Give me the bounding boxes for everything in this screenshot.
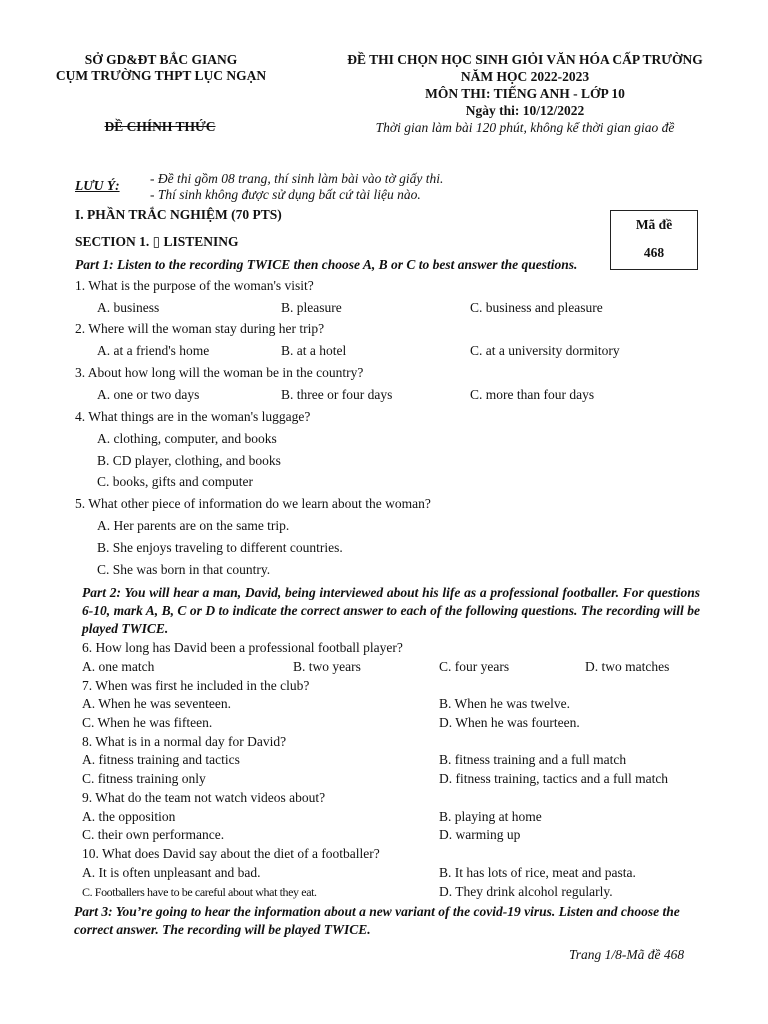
page-footer: Trang 1/8-Mã đề 468	[569, 947, 685, 962]
q5-option-b: B. She enjoys traveling to different countries.	[97, 540, 343, 555]
question-9: 9. What do the team not watch videos about?	[82, 790, 326, 805]
q1-option-c: C. business and pleasure	[470, 300, 603, 315]
q1-option-a: A. business	[97, 300, 160, 315]
q5-option-c: C. She was born in that country.	[97, 562, 271, 577]
q9-option-a: A. the opposition	[82, 809, 176, 824]
official-exam-label: ĐỀ CHÍNH THỨC	[104, 119, 216, 134]
exam-code-label: Mã đề	[635, 217, 673, 232]
part-title: I. PHẦN TRẮC NGHIỆM (70 PTS)	[75, 207, 282, 222]
question-7: 7. When was first he included in the club?	[82, 678, 310, 693]
q7-option-d: D. When he was fourteen.	[439, 715, 580, 730]
exam-title: ĐỀ THI CHỌN HỌC SINH GIỎI VĂN HÓA CẤP TRƯỜNG	[347, 52, 703, 67]
question-3: 3. About how long will the woman be in the country?	[75, 365, 364, 380]
question-8: 8. What is in a normal day for David?	[82, 734, 287, 749]
q9-option-d: D. warming up	[439, 827, 521, 842]
q2-option-a: A. at a friend's home	[97, 343, 210, 358]
exam-code-box	[610, 210, 698, 270]
q10-option-b: B. It has lots of rice, meat and pasta.	[439, 865, 636, 880]
exam-code-value: 468	[643, 245, 665, 260]
question-4: 4. What things are in the woman's luggage?	[75, 409, 311, 424]
note-line-1: - Đề thi gồm 08 trang, thí sinh làm bài vào tờ giấy thi.	[150, 171, 444, 186]
q10-option-d: D. They drink alcohol regularly.	[439, 884, 613, 899]
header-department: SỞ GD&ĐT BẮC GIANG	[84, 52, 238, 67]
q10-option-c: C. Footballers have to be careful about what they eat.	[82, 885, 317, 899]
q7-option-c: C. When he was fifteen.	[82, 715, 213, 730]
q3-option-c: C. more than four days	[470, 387, 595, 402]
part2-instruction: Part 2: You will hear a man, David, being interviewed about his life as a professional footballer. For questions 6-10, mark A, B, C or D to indicate the correct answer to each of the following questions. The recording will be played TWICE.	[82, 585, 700, 636]
q8-option-d: D. fitness training, tactics and a full match	[439, 771, 669, 786]
q8-option-c: C. fitness training only	[82, 771, 206, 786]
question-2: 2. Where will the woman stay during her trip?	[75, 321, 325, 336]
question-1: 1. What is the purpose of the woman's visit?	[75, 278, 314, 293]
q2-option-b: B. at a hotel	[281, 343, 347, 358]
question-5: 5. What other piece of information do we learn about the woman?	[75, 496, 431, 511]
header-school-cluster: CỤM TRƯỜNG THPT LỤC NGẠN	[55, 68, 267, 83]
q9-option-b: B. playing at home	[439, 809, 542, 824]
q1-option-b: B. pleasure	[281, 300, 342, 315]
q8-option-a: A. fitness training and tactics	[82, 752, 240, 767]
q6-option-d: D. two matches	[585, 659, 670, 674]
q7-option-b: B. When he was twelve.	[439, 696, 570, 711]
q6-option-c: C. four years	[439, 659, 510, 674]
note-line-2: - Thí sinh không được sử dụng bất cứ tài liệu nào.	[150, 187, 421, 202]
part3-instruction: Part 3: You’re going to hear the information about a new variant of the covid-19 virus. Listen and choose the correct answer. The recording will be played TWICE.	[74, 904, 680, 937]
question-10: 10. What does David say about the diet of a footballer?	[82, 846, 380, 861]
q2-option-c: C. at a university dormitory	[470, 343, 620, 358]
q4-option-c: C. books, gifts and computer	[97, 474, 253, 489]
school-year: NĂM HỌC 2022-2023	[460, 69, 590, 84]
q8-option-b: B. fitness training and a full match	[439, 752, 627, 767]
exam-date: Ngày thi: 10/12/2022	[465, 103, 585, 118]
subject: MÔN THI: TIẾNG ANH - LỚP 10	[425, 86, 625, 101]
q4-option-a: A. clothing, computer, and books	[97, 431, 277, 446]
q4-option-b: B. CD player, clothing, and books	[97, 453, 281, 468]
q9-option-c: C. their own performance.	[82, 827, 225, 842]
q10-option-a: A. It is often unpleasant and bad.	[82, 865, 261, 880]
q5-option-a: A. Her parents are on the same trip.	[97, 518, 290, 533]
section-title: SECTION 1. ▯ LISTENING	[75, 234, 239, 249]
q3-option-a: A. one or two days	[97, 387, 200, 402]
part1-instruction: Part 1: Listen to the recording TWICE then choose A, B or C to best answer the questions.	[75, 257, 578, 272]
q6-option-a: A. one match	[82, 659, 155, 674]
exam-duration: Thời gian làm bài 120 phút, không kể thời gian giao đề	[375, 120, 675, 135]
q6-option-b: B. two years	[293, 659, 361, 674]
q3-option-b: B. three or four days	[281, 387, 393, 402]
note-label: LƯU Ý:	[75, 178, 120, 193]
question-6: 6. How long has David been a professional football player?	[82, 640, 403, 655]
q7-option-a: A. When he was seventeen.	[82, 696, 231, 711]
